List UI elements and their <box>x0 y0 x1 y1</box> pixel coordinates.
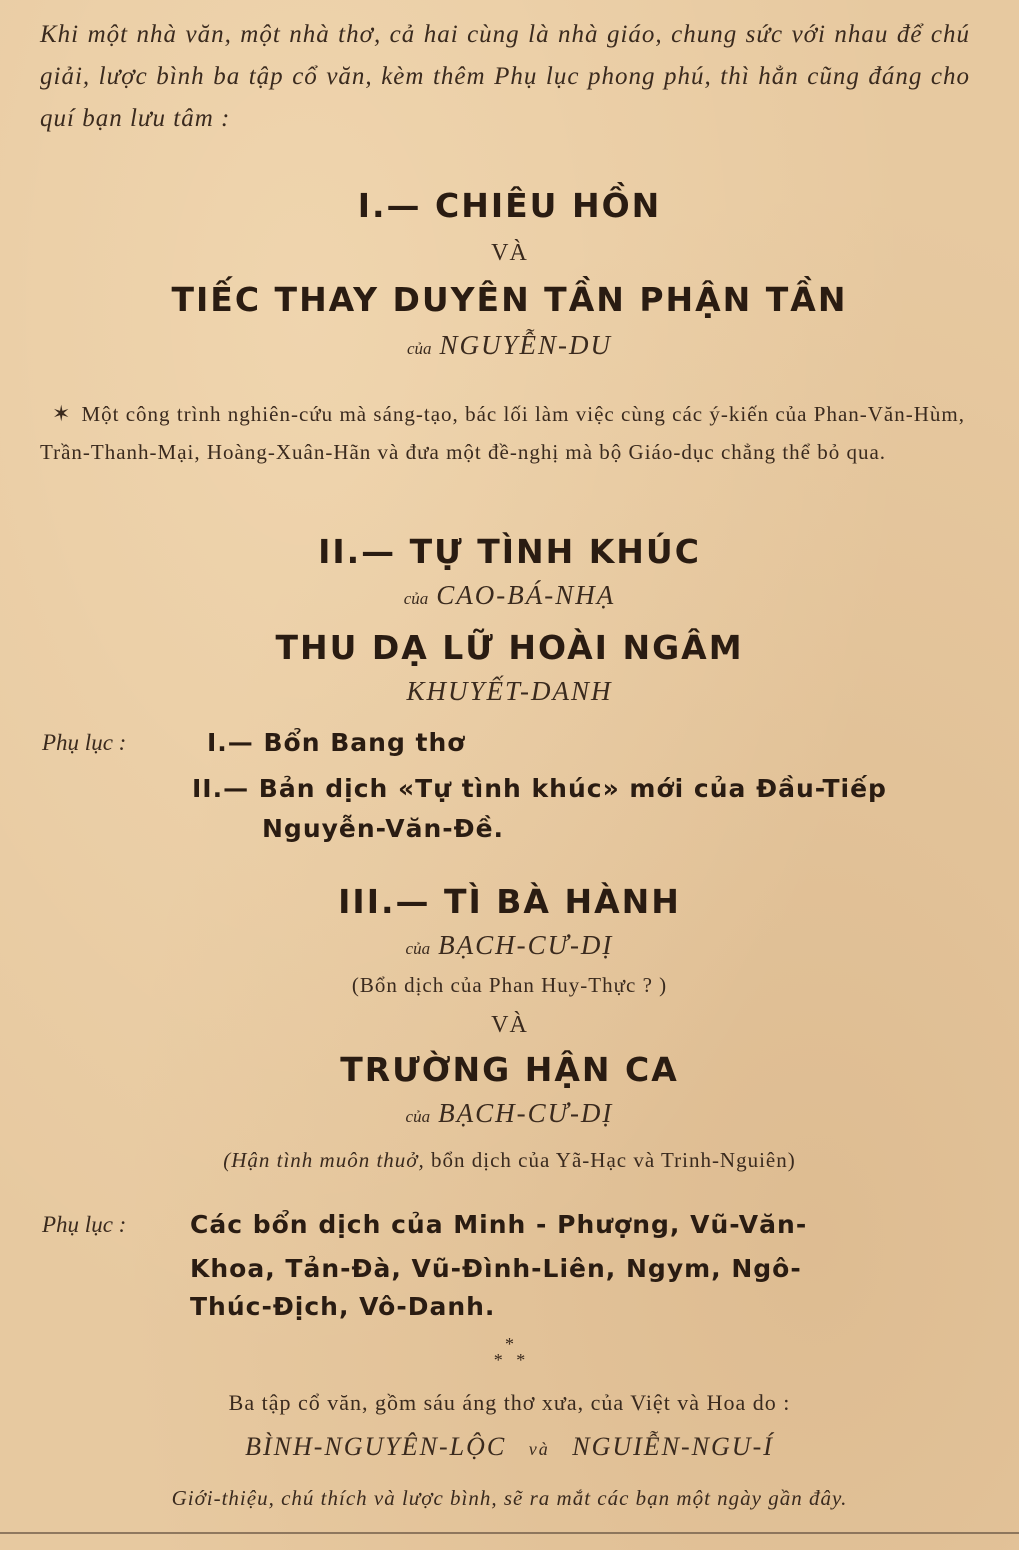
section-3-subtitle: TRƯỜNG HẬN CA <box>340 1050 679 1089</box>
author-a: BÌNH-NGUYÊN-LỘC <box>245 1432 507 1461</box>
asterism-bottom: * * <box>493 1350 526 1370</box>
section-3-title: III.— TÌ BÀ HÀNH <box>338 882 681 921</box>
appendix-line-3: Thúc-Địch, Vô-Danh. <box>190 1292 496 1321</box>
intro-paragraph: Khi một nhà văn, một nhà thơ, cả hai cùng là nhà giáo, chung sức với nhau để chú giải, lược bình ba tập cổ văn, kèm thêm Phụ lục phong phú, thì hẳn cũng đáng cho quí bạn lưu tâm : <box>40 21 970 132</box>
section-1-va: VÀ <box>491 240 528 266</box>
section-1-note-text: Một công trình nghiên-cứu mà sáng-tạo, bác lối làm việc cùng các ý-kiến của Phan-Văn-Hùm, Trần-Thanh-Mại, Hoàng-Xuân-Hãn và đưa một đề-nghị mà bộ Giáo-dục chẳng thể bỏ qua. <box>40 402 965 464</box>
section-3-note1: (Bổn dịch của Phan Huy-Thực ? ) <box>351 973 668 997</box>
appendix-line-1: Các bổn dịch của Minh - Phượng, Vũ-Văn- <box>190 1210 808 1239</box>
phu-luc-label-2: Phụ lục : <box>42 1212 127 1237</box>
footer-line-1: Ba tập cổ văn, gồm sáu áng thơ xưa, của Việt và Hoa do : <box>228 1390 791 1415</box>
section-3-va: VÀ <box>491 1012 528 1038</box>
author-name: CAO-BÁ-NHẠ <box>436 580 616 610</box>
footer-line-3: Giới-thiệu, chú thích và lược bình, sẽ ra mắt các bạn một ngày gần đây. <box>171 1486 848 1510</box>
section-1-author <box>0 330 1019 361</box>
author-b: NGUIỄN-NGU-Í <box>572 1432 774 1461</box>
author-name: BẠCH-CƯ-DỊ <box>438 930 614 960</box>
section-2-author2: KHUYẾT-DANH <box>406 676 613 706</box>
section-3-author1 <box>0 930 1019 961</box>
section-3-author2 <box>0 1098 1019 1129</box>
section-1-note <box>40 395 965 471</box>
cua-label: của <box>405 1107 431 1126</box>
footer-authors <box>0 1432 1019 1462</box>
and-label: và <box>528 1439 550 1459</box>
appendix-line-2: Khoa, Tản-Đà, Vũ-Đình-Liên, Ngym, Ngô- <box>190 1254 802 1283</box>
section-2-author1 <box>0 580 1019 611</box>
cua-label: của <box>403 589 429 608</box>
author-name: NGUYỄN-DU <box>439 330 613 360</box>
appendix-item-2-cont: Nguyễn-Văn-Đề. <box>262 814 505 843</box>
note2-italic: (Hận tình muôn thuở, <box>223 1148 425 1172</box>
star-icon: ✶ <box>52 401 72 426</box>
section-1-subtitle: TIẾC THAY DUYÊN TẦN PHẬN TẦN <box>171 280 848 319</box>
asterism-top: * <box>505 1334 514 1354</box>
phu-luc-label: Phụ lục : <box>42 730 127 755</box>
appendix-item-2: II.— Bản dịch «Tự tình khúc» mới của Đầu-Tiếp <box>192 774 887 803</box>
bottom-rule <box>0 1532 1019 1534</box>
section-1-title: I.— CHIÊU HỒN <box>357 186 662 225</box>
section-3-note2 <box>0 1148 1019 1173</box>
section-2-title: II.— TỰ TÌNH KHÚC <box>318 532 701 571</box>
appendix-item-1: I.— Bổn Bang thơ <box>207 728 466 757</box>
cua-label: của <box>405 939 431 958</box>
section-2-subtitle: THU DẠ LỮ HOÀI NGÂM <box>275 628 744 667</box>
cua-label: của <box>406 339 432 358</box>
note2-rest: bổn dịch của Yã-Hạc và Trinh-Nguiên) <box>431 1148 796 1172</box>
author-name: BẠCH-CƯ-DỊ <box>438 1098 614 1128</box>
